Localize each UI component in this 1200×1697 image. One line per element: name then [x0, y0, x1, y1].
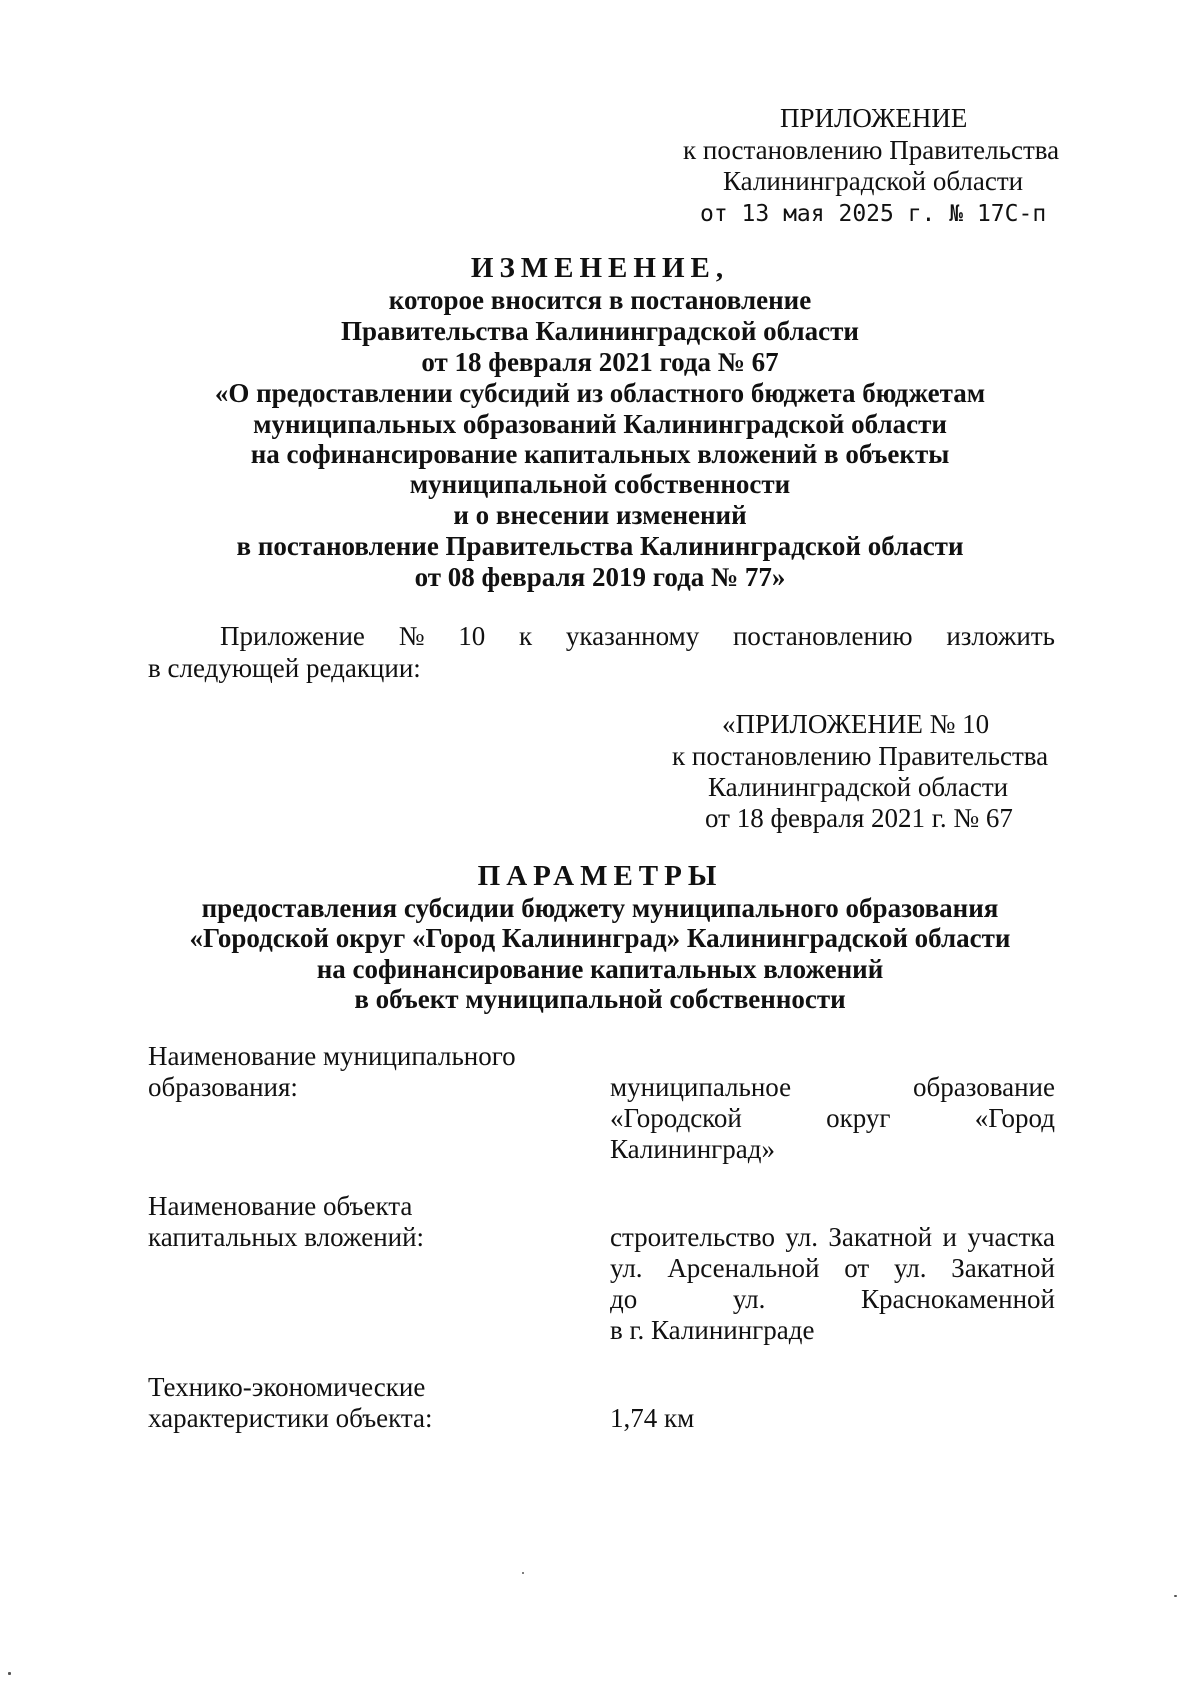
appendix10-line-1: к постановлению Правительства — [672, 741, 1049, 771]
change-line: на софинансирование капитальных вложений в объекты — [250, 439, 950, 469]
obj-label-line-2: капитальных вложений: — [148, 1222, 425, 1252]
obj-value-line-3 — [610, 1283, 1055, 1315]
instruction-word: к — [518, 621, 533, 651]
parameters-heading: ПАРАМЕТРЫ — [477, 860, 723, 892]
scan-speck — [8, 1672, 11, 1675]
appendix10-title: «ПРИЛОЖЕНИЕ № 10 — [722, 709, 990, 739]
mun-value-line-3: Калининград» — [610, 1134, 775, 1164]
parameters-line: предоставления субсидии бюджету муниципального образования — [201, 893, 999, 923]
value-word: Арсенальной — [667, 1253, 820, 1283]
obj-value-line-1 — [610, 1221, 1055, 1253]
mun-label-line-1: Наименование муниципального — [148, 1041, 516, 1071]
value-word: «Городской — [610, 1103, 742, 1133]
instruction-line-2: в следующей редакции: — [148, 653, 421, 683]
appendix10-line-3: от 18 февраля 2021 г. № 67 — [705, 803, 1013, 833]
mun-label-line-2: образования: — [148, 1072, 298, 1102]
scan-speck — [1174, 1595, 1177, 1597]
instruction-word: указанному — [565, 621, 700, 651]
scan-speck — [522, 1572, 524, 1574]
appendix10-line-2: Калининградской области — [708, 772, 1009, 802]
value-word: участка — [967, 1222, 1055, 1252]
change-line: в постановление Правительства Калининградской области — [236, 531, 964, 561]
change-heading: ИЗМЕНЕНИЕ, — [470, 252, 730, 284]
parameters-line: «Городской округ «Город Калининград» Калининградской области — [189, 923, 1011, 953]
value-word: ул. — [893, 1253, 927, 1283]
tech-label-line-2: характеристики объекта: — [148, 1403, 433, 1433]
value-word: и — [942, 1222, 957, 1252]
value-word: ул. — [732, 1284, 766, 1314]
value-word: муниципальное — [610, 1072, 792, 1102]
mun-value-line-2 — [610, 1102, 1055, 1134]
instruction-word: изложить — [946, 621, 1055, 651]
mun-value-line-1 — [610, 1071, 1055, 1103]
value-word: ул. — [610, 1253, 643, 1283]
instruction-word: Приложение — [220, 621, 365, 651]
instruction-word: постановлению — [732, 621, 913, 651]
appendix-date: от 13 мая 2025 г. № 17С-п — [700, 201, 1047, 227]
value-word: Закатной — [951, 1253, 1055, 1283]
value-word: Закатной — [828, 1222, 933, 1252]
instruction-line-1 — [220, 620, 1055, 652]
obj-value-line-2 — [610, 1252, 1055, 1284]
obj-value-line-4: в г. Калининграде — [610, 1315, 815, 1345]
value-word: до — [610, 1284, 638, 1314]
change-line: Правительства Калининградской области — [341, 316, 859, 346]
change-line: муниципальной собственности — [409, 469, 791, 499]
value-word: «Город — [974, 1103, 1055, 1133]
change-line: которое вносится в постановление — [388, 285, 812, 315]
change-line: «О предоставлении субсидий из областного бюджета бюджетам — [214, 378, 986, 408]
instruction-word: 10 — [458, 621, 486, 651]
obj-label-line-1: Наименование объекта — [148, 1191, 413, 1221]
change-line: муниципальных образований Калининградской области — [253, 409, 947, 439]
change-line: от 08 февраля 2019 года № 77» — [414, 562, 786, 592]
tech-label-line-1: Технико-экономические — [148, 1372, 426, 1402]
change-line: от 18 февраля 2021 года № 67 — [421, 347, 779, 377]
value-word: ул. — [785, 1222, 818, 1252]
appendix-line-2: Калининградской области — [723, 166, 1024, 196]
value-word: от — [844, 1253, 870, 1283]
value-word: образование — [913, 1072, 1055, 1102]
value-word: Краснокаменной — [860, 1284, 1055, 1314]
parameters-line: на софинансирование капитальных вложений — [316, 954, 884, 984]
tech-value: 1,74 км — [610, 1403, 695, 1433]
appendix-title: ПРИЛОЖЕНИЕ — [780, 103, 968, 133]
change-line: и о внесении изменений — [453, 500, 747, 530]
value-word: округ — [826, 1103, 891, 1133]
appendix-line-1: к постановлению Правительства — [683, 135, 1060, 165]
parameters-line: в объект муниципальной собственности — [354, 984, 846, 1014]
instruction-word: № — [398, 621, 425, 651]
value-word: строительство — [610, 1222, 775, 1252]
